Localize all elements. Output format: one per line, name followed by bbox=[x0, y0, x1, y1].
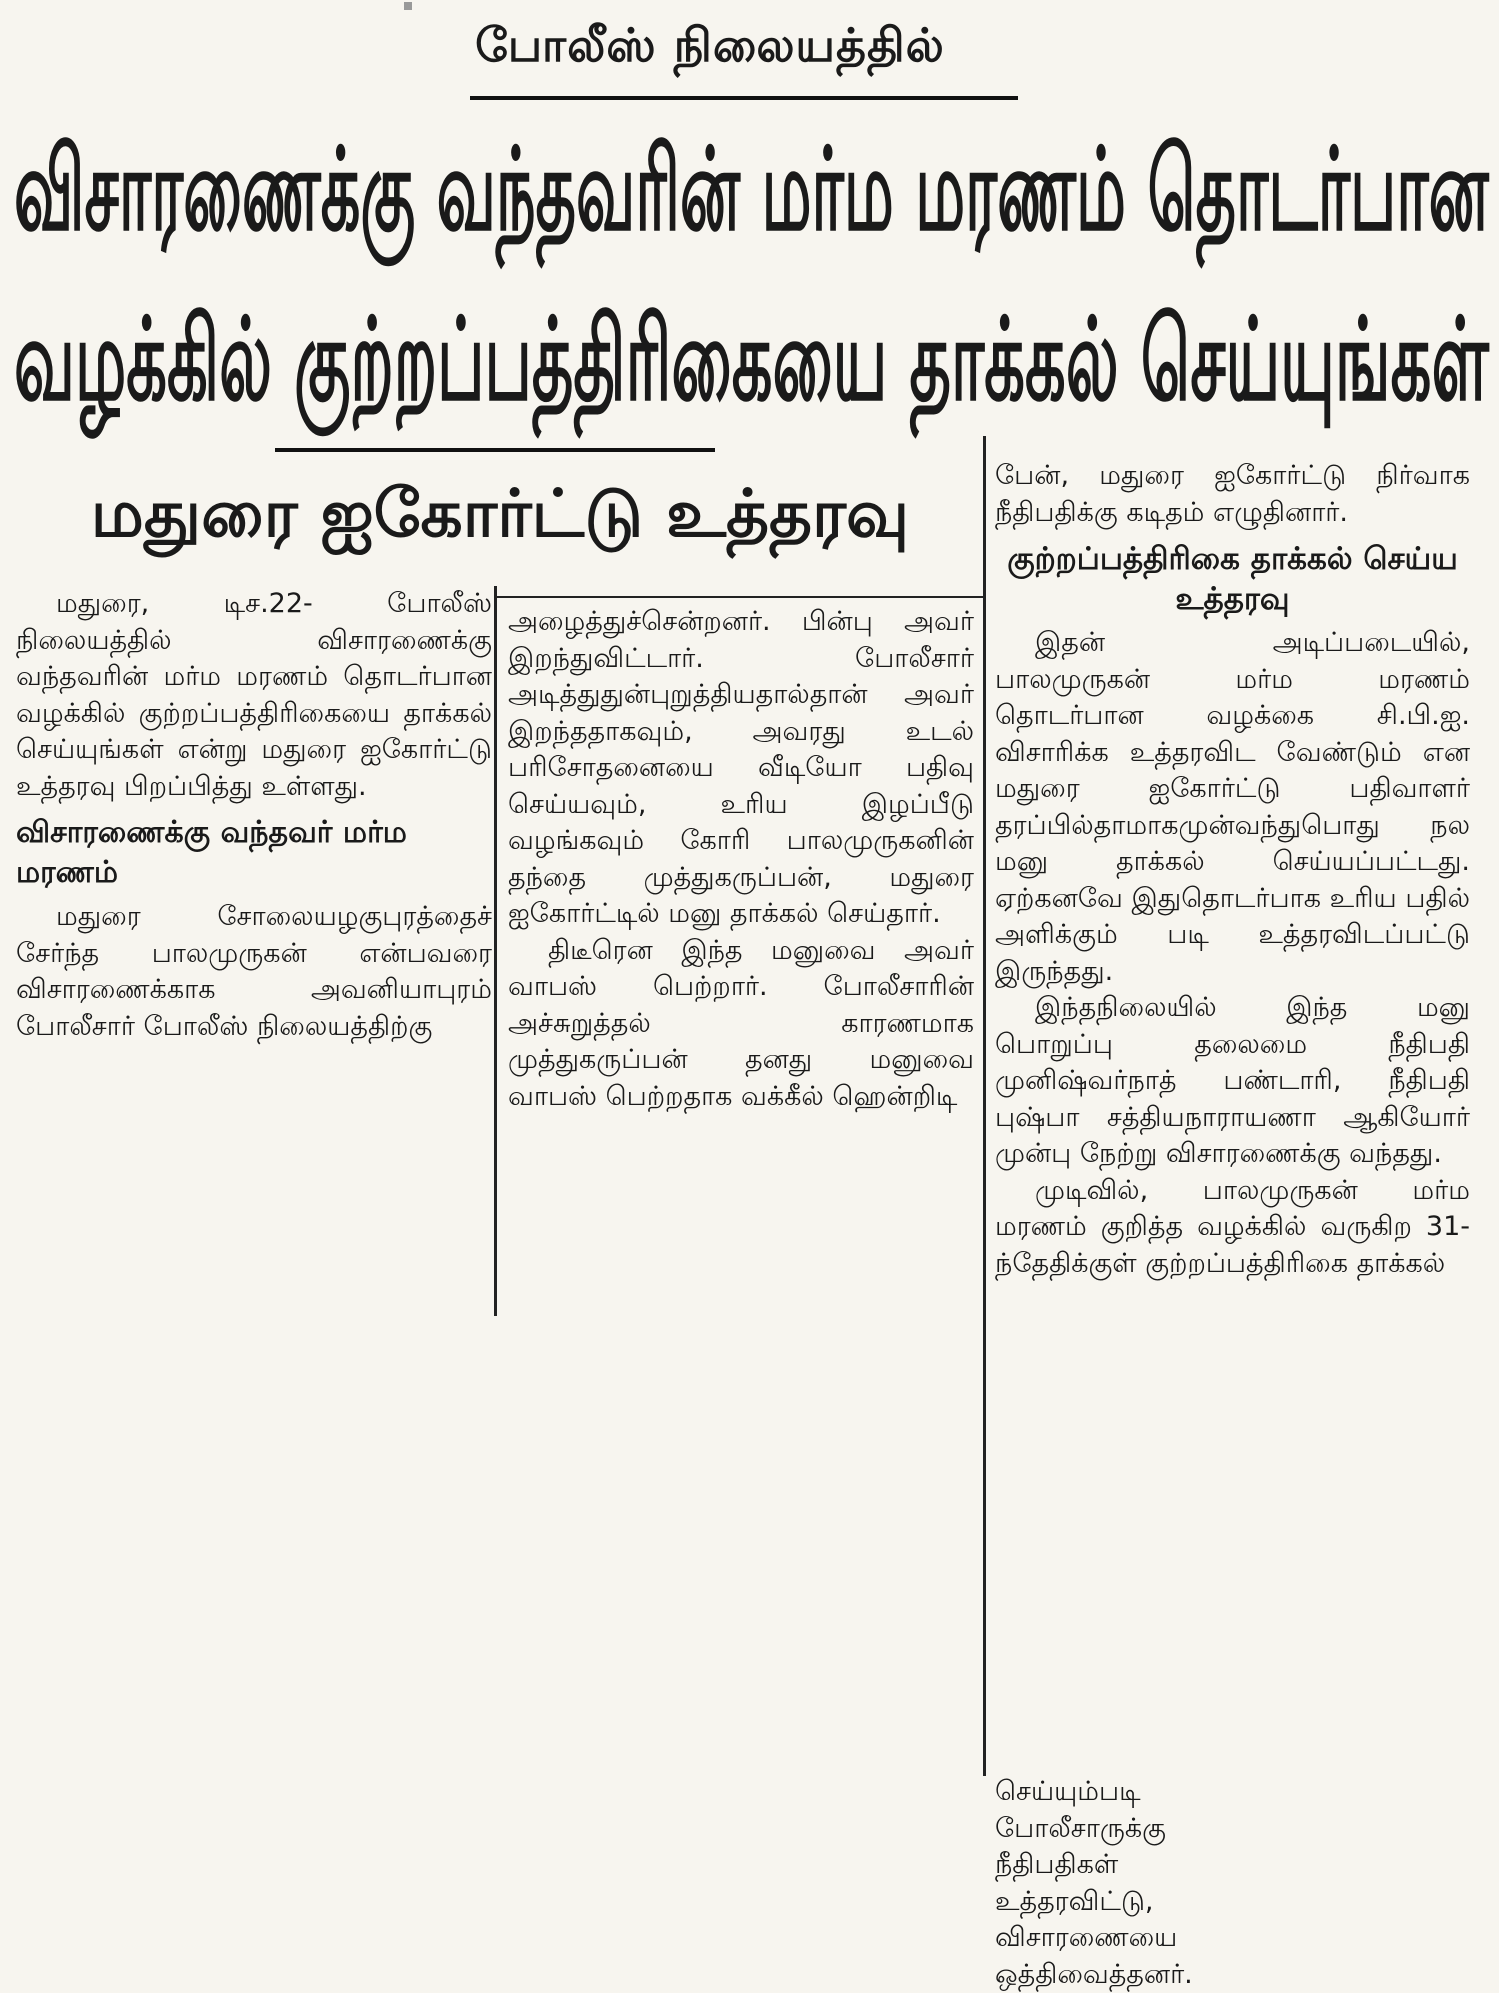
kicker-underline bbox=[470, 96, 1018, 100]
scan-speck bbox=[404, 2, 412, 10]
column-divider-1 bbox=[494, 586, 497, 1316]
body-paragraph: முடிவில், பாலமுருகன் மர்ம மரணம் குறித்த வழக்கில் வருகிற 31-ந்தேதிக்குள் குற்றப்பத்திரிகை தாக்கல் bbox=[995, 1174, 1470, 1279]
body-paragraph: செய்யும்படி போலீசாருக்கு நீதிபதிகள் உத்தரவிட்டு, விசாரணையை ஒத்திவைத்தனர். bbox=[995, 1776, 1193, 1990]
kicker: போலீஸ் நிலையத்தில் bbox=[475, 18, 945, 72]
section-heading-1: விசாரணைக்கு வந்தவர் மர்ம மரணம் bbox=[16, 815, 407, 890]
body-paragraph: இந்தநிலையில் இந்த மனு பொறுப்பு தலைமை நீதிபதி முனிஷ்வர்நாத் பண்டாரி, நீதிபதி புஷ்பா சத்தியநாராயணா ஆகியோர் முன்பு நேற்று விசாரணைக்கு வந்தது. bbox=[995, 992, 1470, 1169]
body-paragraph: மதுரை சோலையழகுபுரத்தைச் சேர்ந்த பாலமுருகன் என்பவரை விசாரணைக்காக அவனியாபுரம் போலீசார் போலீஸ் நிலையத்திற்கு bbox=[16, 901, 492, 1042]
subheadline-rule bbox=[275, 448, 715, 452]
subheadline: மதுரை ஐகோர்ட்டு உத்தரவு bbox=[90, 475, 910, 552]
column-divider-2 bbox=[983, 436, 986, 1776]
headline-line-1: விசாரணைக்கு வந்தவரின் மர்ம மரணம் தொடர்பான bbox=[14, 122, 1489, 256]
column2-top-rule bbox=[495, 596, 983, 598]
body-paragraph: பேன், மதுரை ஐகோர்ட்டு நிர்வாக நீதிபதிக்கு கடிதம் எழுதினார். bbox=[995, 460, 1470, 528]
dateline-paragraph: மதுரை, டிச.22- போலீஸ் நிலையத்தில் விசாரணைக்கு வந்தவரின் மர்ம மரணம் தொடர்பான வழக்கில் குற்றப்பத்திரிகையை தாக்கல் செய்யுங்கள் என்று மதுரை ஐகோர்ட்டு உத்தரவு பிறப்பித்து உள்ளது. bbox=[16, 588, 492, 802]
article-column-1 bbox=[16, 586, 492, 1045]
article-column-3-tail bbox=[995, 1774, 1215, 1993]
article-column-3 bbox=[995, 458, 1470, 1282]
article-column-2 bbox=[508, 604, 974, 1115]
body-paragraph: அழைத்துச்சென்றனர். பின்பு அவர் இறந்துவிட்டார். போலீசார் அடித்துதுன்புறுத்தியதால்தான் அவர் இறந்ததாகவும், அவரது உடல் பரிசோதனையை வீடியோ பதிவு செய்யவும், உரிய இழப்பீடு வழங்கவும் கோரி பாலமுருகனின் தந்தை முத்துகருப்பன், மதுரை ஐகோர்ட்டில் மனு தாக்கல் செய்தார். bbox=[508, 606, 974, 929]
section-heading-2: குற்றப்பத்திரிகை தாக்கல் செய்ய உத்தரவு bbox=[1007, 541, 1458, 617]
body-paragraph: திடீரென இந்த மனுவை அவர் வாபஸ் பெற்றார். போலீசாரின் அச்சுறுத்தல் காரணமாக முத்துகருப்பன் தனது மனுவை வாபஸ் பெற்றதாக வக்கீல் ஹென்றிடி bbox=[508, 934, 974, 1112]
headline-line-2: வழக்கில் குற்றப்பத்திரிகையை தாக்கல் செய்யுங்கள் bbox=[14, 292, 1489, 426]
body-paragraph: இதன் அடிப்படையில், பாலமுருகன் மர்ம மரணம் தொடர்பான வழக்கை சி.பி.ஐ. விசாரிக்க உத்தரவிட வேண்டும் என மதுரை ஐகோர்ட்டு பதிவாளர் தரப்பில்தாமாகமுன்வந்துபொது நல மனு தாக்கல் செய்யப்பட்டது. ஏற்கனவே இதுதொடர்பாக உரிய பதில் அளிக்கும் படி உத்தரவிடப்பட்டு இருந்தது. bbox=[995, 627, 1470, 987]
